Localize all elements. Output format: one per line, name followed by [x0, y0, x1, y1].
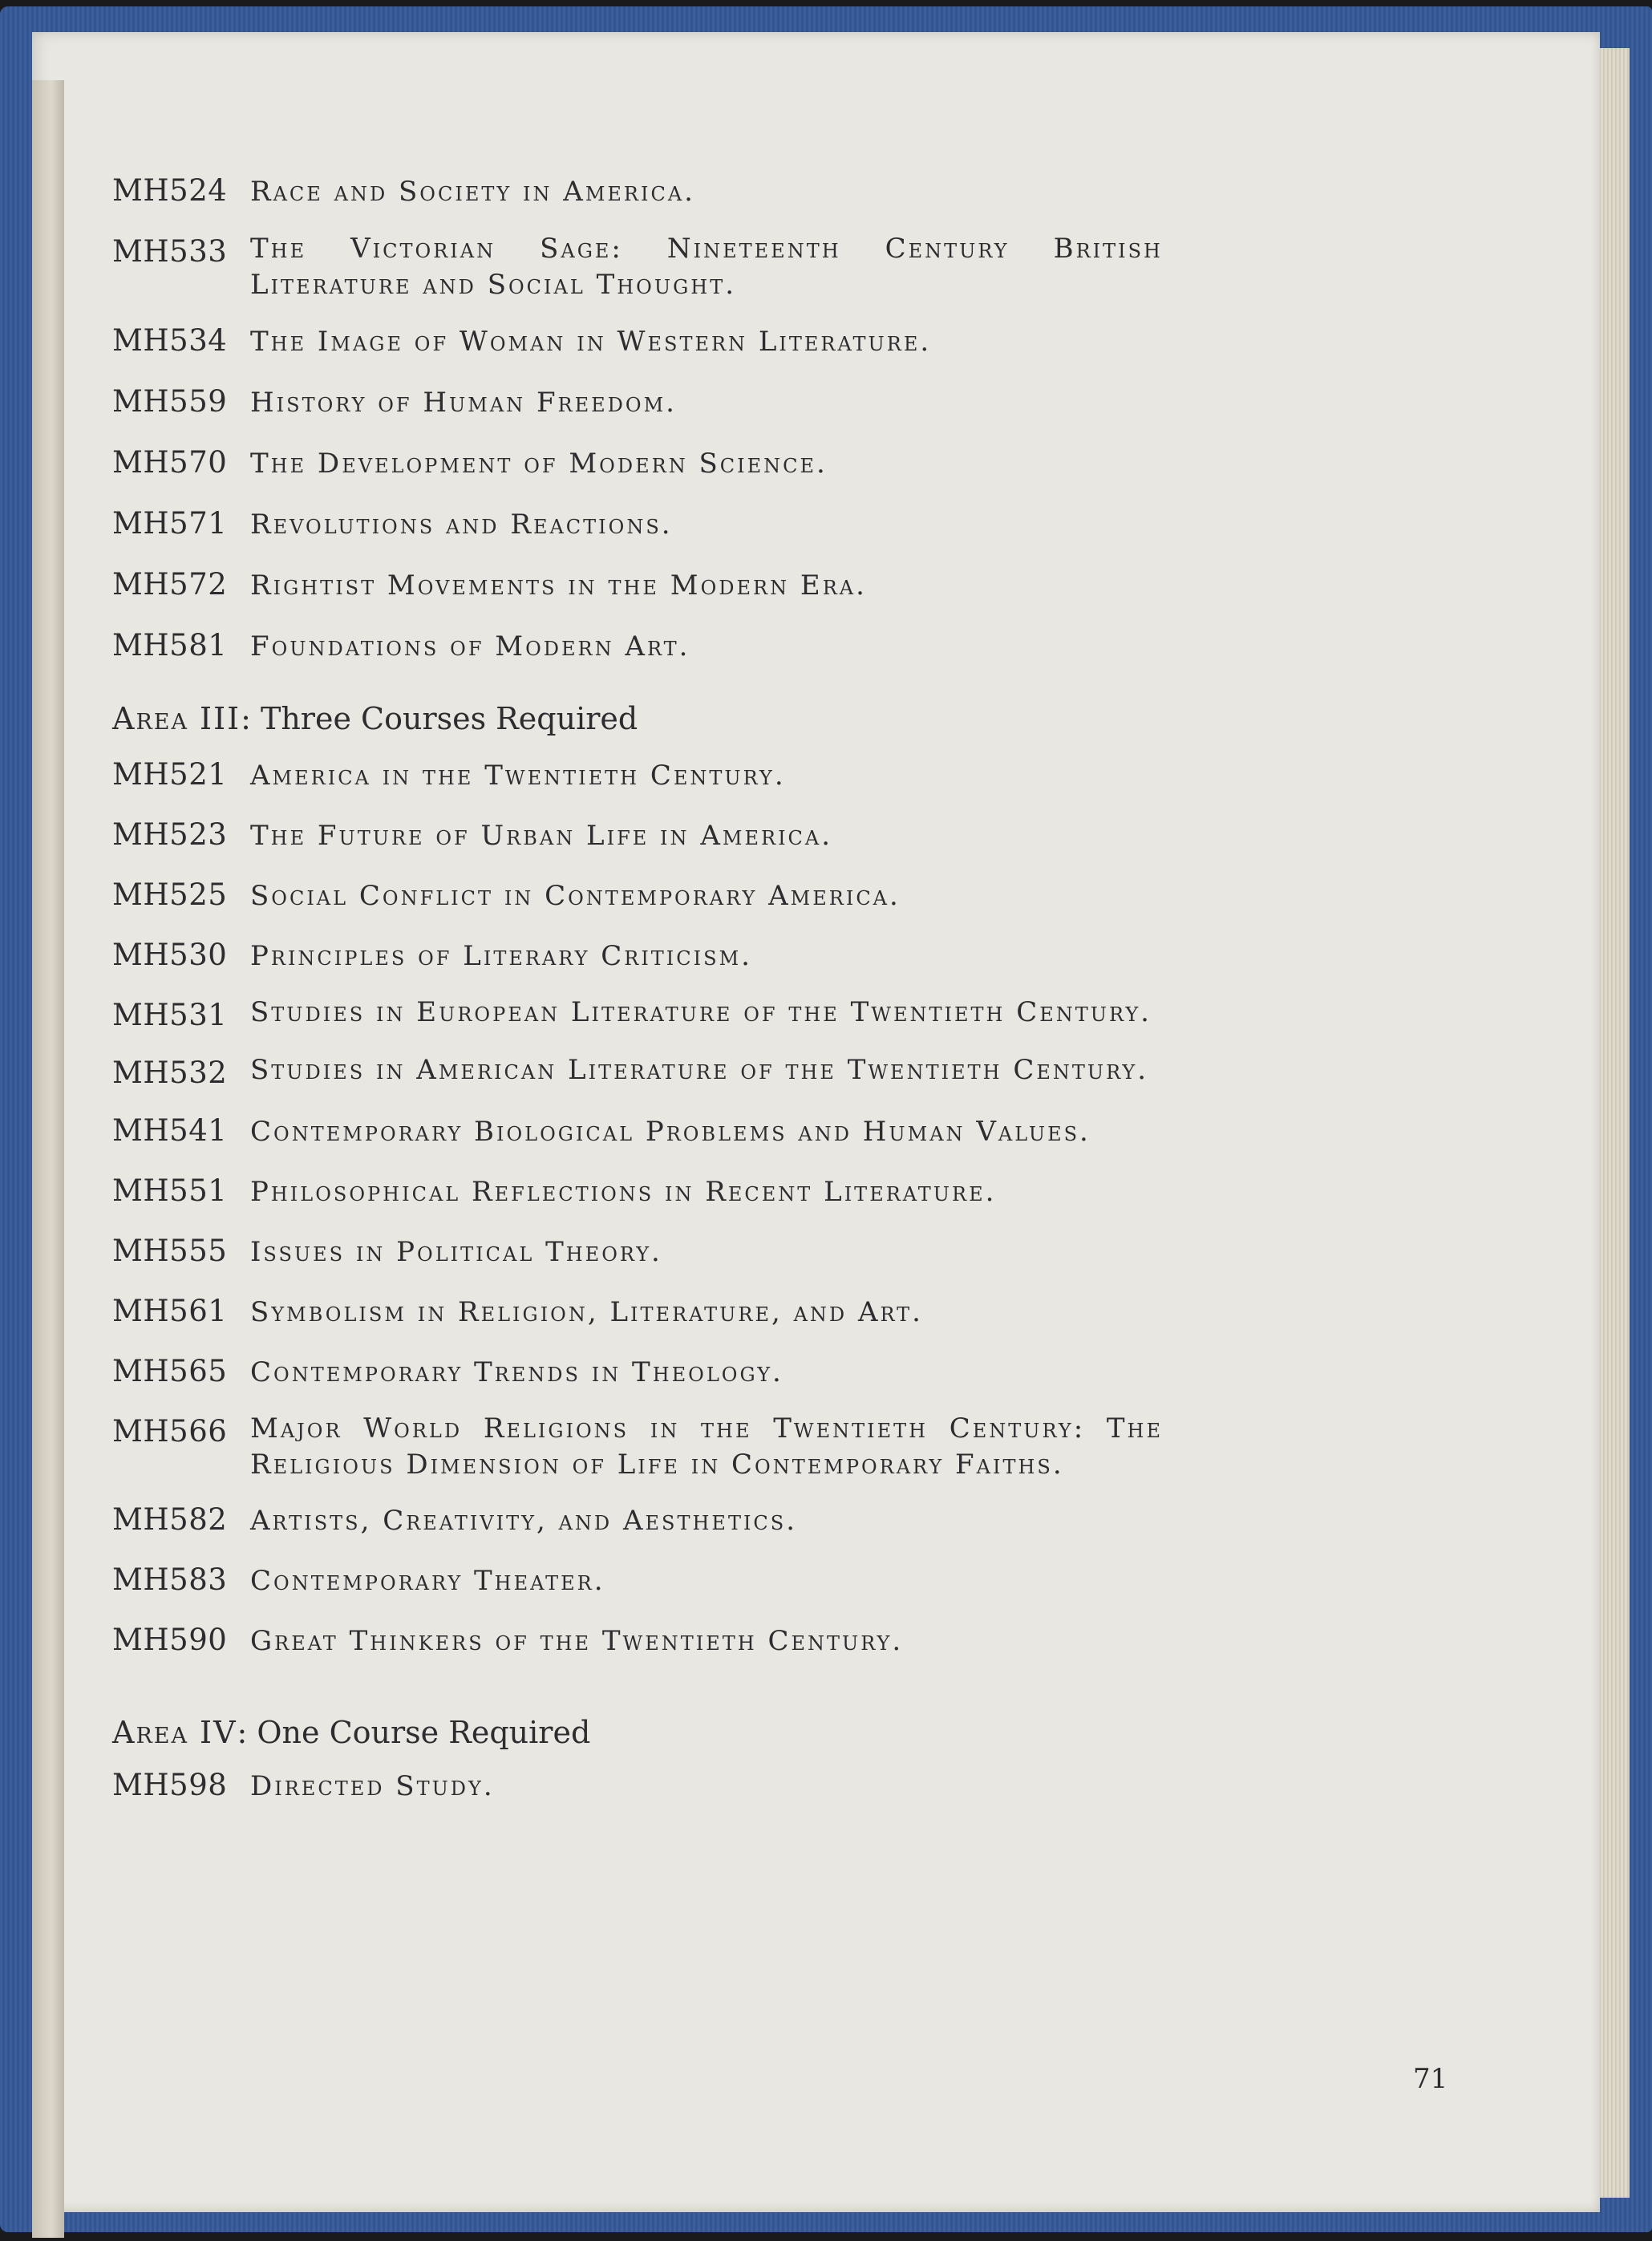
course-entry	[112, 1499, 1163, 1543]
course-entry	[112, 814, 1163, 858]
course-code: MH531	[112, 998, 228, 1032]
course-title: Artists, Creativity, and Aesthetics.	[250, 1505, 798, 1537]
course-code: MH534	[112, 323, 228, 358]
course-title: Studies in American Literature of the Twentieth Century.	[250, 1054, 1149, 1086]
course-entry	[112, 874, 1163, 918]
course-code: MH533	[112, 234, 228, 269]
course-code: MH581	[112, 628, 228, 663]
course-title: America in the Twentieth Century.	[250, 760, 786, 792]
course-title: Great Thinkers of the Twentieth Century.	[250, 1625, 904, 1657]
course-title: Principles of Literary Criticism.	[250, 940, 752, 972]
page-edges	[1596, 48, 1630, 2198]
course-code: MH524	[112, 173, 228, 208]
course-title: Social Conflict in Contemporary America.	[250, 880, 901, 912]
course-title: Major World Religions in the Twentieth Century: The Religious Dimension of Life in Contemporary Faiths.	[250, 1412, 1163, 1481]
course-title: The Image of Woman in Western Literature.	[250, 326, 932, 358]
course-entry	[112, 442, 1163, 486]
course-code: MH551	[112, 1173, 228, 1208]
course-title: Contemporary Biological Problems and Human Values.	[250, 1116, 1091, 1148]
course-entry	[112, 1230, 1163, 1274]
course-title: Contemporary Trends in Theology.	[250, 1356, 783, 1388]
course-title: Foundations of Modern Art.	[250, 630, 690, 663]
course-title: Rightist Movements in the Modern Era.	[250, 569, 867, 602]
course-entry	[112, 1619, 1163, 1664]
course-title: Studies in European Literature of the Twentieth Century.	[250, 996, 1152, 1028]
course-entry	[112, 754, 1163, 798]
course-code: MH565	[112, 1354, 228, 1388]
course-code: MH521	[112, 757, 228, 792]
course-code: MH523	[112, 817, 228, 852]
area-iii-heading	[112, 698, 1163, 740]
course-title: The Victorian Sage: Nineteenth Century British Literature and Social Thought.	[250, 233, 1163, 301]
page-number: 71	[1413, 2063, 1448, 2095]
course-title: Revolutions and Reactions.	[250, 509, 673, 541]
course-code: MH590	[112, 1623, 228, 1657]
course-code: MH570	[112, 445, 228, 480]
course-title: The Future of Urban Life in America.	[250, 820, 833, 852]
course-entry	[112, 1411, 1163, 1483]
course-title: Philosophical Reflections in Recent Literature.	[250, 1176, 997, 1208]
course-entry	[112, 170, 1163, 214]
course-title: Issues in Political Theory.	[250, 1236, 662, 1268]
course-code: MH598	[112, 1768, 228, 1802]
course-title: The Development of Modern Science.	[250, 448, 828, 480]
course-code: MH561	[112, 1294, 228, 1328]
course-code: MH582	[112, 1502, 228, 1537]
course-entry	[112, 1559, 1163, 1603]
area-requirement: : Three Courses Required	[241, 701, 638, 736]
course-code: MH530	[112, 938, 228, 972]
course-entry	[112, 625, 1163, 669]
area-requirement: : One Course Required	[237, 1715, 591, 1750]
course-code: MH566	[112, 1414, 228, 1449]
course-title: Contemporary Theater.	[250, 1565, 605, 1597]
course-entry	[112, 503, 1163, 547]
area-label: Area IV	[112, 1715, 237, 1750]
area-iv-heading	[112, 1712, 1163, 1753]
spine-shadow	[32, 80, 64, 2238]
course-code: MH571	[112, 506, 228, 541]
course-code: MH532	[112, 1056, 228, 1090]
course-entry	[112, 564, 1163, 608]
course-list	[112, 170, 1163, 1809]
course-code: MH555	[112, 1234, 228, 1268]
course-entry	[112, 1110, 1163, 1154]
area-label: Area III	[112, 701, 241, 736]
course-title: History of Human Freedom.	[250, 387, 677, 419]
course-title: Race and Society in America.	[250, 176, 695, 208]
course-entry	[112, 934, 1163, 979]
course-title: Symbolism in Religion, Literature, and Art.	[250, 1296, 923, 1328]
course-code: MH541	[112, 1113, 228, 1148]
course-entry	[112, 320, 1163, 364]
course-entry	[112, 1052, 1163, 1094]
course-code: MH583	[112, 1562, 228, 1597]
course-entry	[112, 1351, 1163, 1395]
course-code: MH559	[112, 384, 228, 419]
course-entry	[112, 231, 1163, 303]
course-entry	[112, 1291, 1163, 1335]
course-entry	[112, 1170, 1163, 1214]
course-title: Directed Study.	[250, 1770, 495, 1802]
course-code: MH525	[112, 877, 228, 912]
course-entry	[112, 1765, 1163, 1809]
course-code: MH572	[112, 567, 228, 602]
course-entry	[112, 381, 1163, 425]
course-entry	[112, 995, 1163, 1036]
